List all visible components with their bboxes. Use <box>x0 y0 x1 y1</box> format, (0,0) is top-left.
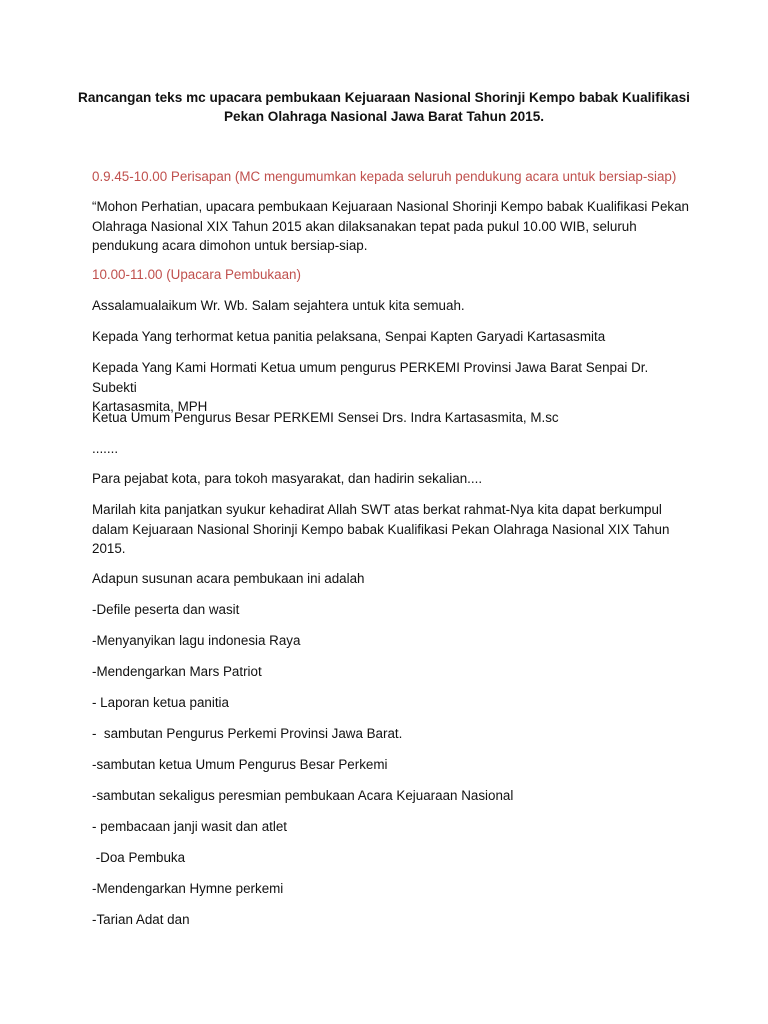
greeting-line: Assalamualaikum Wr. Wb. Salam sejahtera untuk kita semuah. <box>92 298 465 313</box>
agenda-item: -sambutan sekaligus peresmian pembukaan Acara Kejuaraan Nasional <box>92 788 514 803</box>
address-officials: Para pejabat kota, para tokoh masyarakat, dan hadirin sekalian.... <box>92 471 483 486</box>
agenda-item: -Doa Pembuka <box>92 850 186 865</box>
announcement-paragraph <box>92 197 692 256</box>
section-heading-preparation: 0.9.45-10.00 Perisapan (MC mengumumkan kepada seluruh pendukung acara untuk bersiap-siap) <box>92 169 677 184</box>
agenda-item: -sambutan ketua Umum Pengurus Besar Perkemi <box>92 757 388 772</box>
agenda-intro: Adapun susunan acara pembukaan ini adalah <box>92 571 365 586</box>
gratitude-line-2: dalam Kejuaraan Nasional Shorinji Kempo babak Kualifikasi Pekan Olahraga Nasional XIX Tahun <box>92 521 670 537</box>
address-perkemi-jabar-line-1: Kepada Yang Kami Hormati Ketua umum pengurus PERKEMI Provinsi Jawa Barat Senpai Dr. Subekti <box>92 360 649 395</box>
announcement-line-2: Olahraga Nasional XIX Tahun 2015 akan dilaksanakan tepat pada pukul 10.00 WIB, seluruh <box>92 218 637 234</box>
announcement-line-3: pendukung acara dimohon untuk bersiap-siap. <box>92 238 368 253</box>
agenda-item: - sambutan Pengurus Perkemi Provinsi Jawa Barat. <box>92 726 403 741</box>
agenda-item: -Menyanyikan lagu indonesia Raya <box>92 633 301 648</box>
agenda-item: -Tarian Adat dan <box>92 912 190 927</box>
gratitude-paragraph <box>92 500 692 559</box>
title-line-2: Pekan Olahraga Nasional Jawa Barat Tahun 2015. <box>223 109 545 124</box>
address-chairman: Kepada Yang terhormat ketua panitia pelaksana, Senpai Kapten Garyadi Kartasasmita <box>92 329 606 344</box>
agenda-item: -Mendengarkan Mars Patriot <box>92 664 262 679</box>
agenda-item: - pembacaan janji wasit dan atlet <box>92 819 288 834</box>
document-title <box>60 88 708 126</box>
title-line-1: Rancangan teks mc upacara pembukaan Kejuaraan Nasional Shorinji Kempo babak Kualifikasi <box>78 90 690 105</box>
agenda-item: -Defile peserta dan wasit <box>92 602 240 617</box>
gratitude-line-3: 2015. <box>92 541 126 556</box>
agenda-item: - Laporan ketua panitia <box>92 695 229 710</box>
section-heading-opening: 10.00-11.00 (Upacara Pembukaan) <box>92 267 301 282</box>
address-pb-perkemi: Ketua Umum Pengurus Besar PERKEMI Sensei Drs. Indra Kartasasmita, M.sc <box>92 410 559 425</box>
ellipsis-line: ....... <box>92 441 119 456</box>
gratitude-line-1: Marilah kita panjatkan syukur kehadirat Allah SWT atas berkat rahmat-Nya kita dapat berkumpul <box>92 502 662 517</box>
agenda-item: -Mendengarkan Hymne perkemi <box>92 881 284 896</box>
address-perkemi-jabar-line-2: Kartasasmita, MPH <box>92 399 208 414</box>
announcement-line-1: “Mohon Perhatian, upacara pembukaan Kejuaraan Nasional Shorinji Kempo babak Kualifikasi Pekan <box>92 199 689 214</box>
